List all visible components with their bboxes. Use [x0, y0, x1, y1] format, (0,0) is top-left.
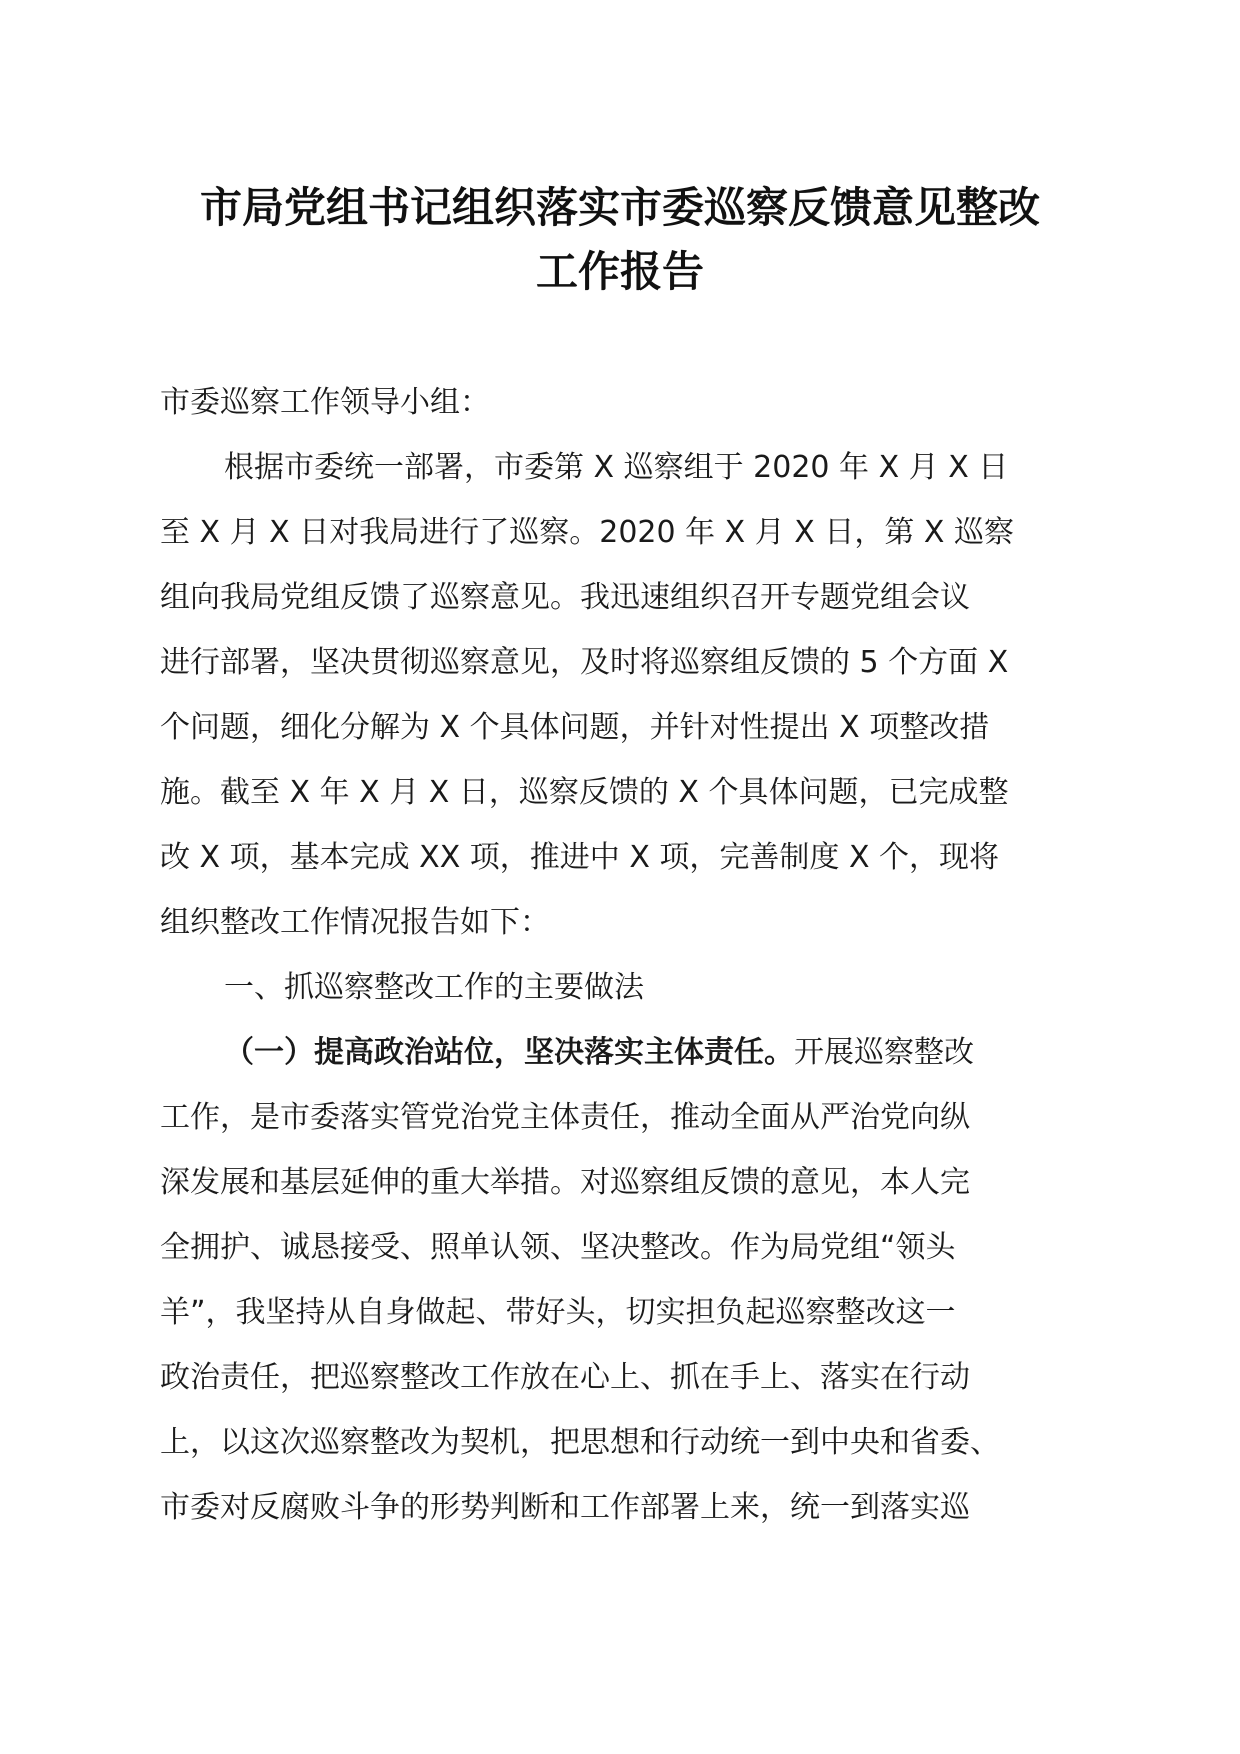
subsection-1-first-line [160, 1020, 1090, 1085]
subsection-1-heading: （一）提高政治站位，坚决落实主体责任。 [224, 1035, 794, 1070]
section-1-heading: 一、抓巡察整改工作的主要做法 [224, 970, 644, 1005]
paragraph-1-line-2: 至 X 月 X 日对我局进行了巡察。2020 年 X 月 X 日，第 X 巡察 [160, 515, 1015, 550]
paragraph-1-line-6: 施。截至 X 年 X 月 X 日，巡察反馈的 X 个具体问题，已完成整 [160, 775, 1009, 810]
paragraph-1-line-1: 根据市委统一部署，市委第 X 巡察组于 2020 年 X 月 X 日 [224, 450, 1009, 485]
subsection-1-line-8: 市委对反腐败斗争的形势判断和工作部署上来，统一到落实巡 [160, 1490, 970, 1525]
subsection-1-line-4: 全拥护、诚恳接受、照单认领、坚决整改。作为局党组“领头 [160, 1230, 956, 1265]
document-body [160, 370, 1090, 1540]
paragraph-1-line-3: 组向我局党组反馈了巡察意见。我迅速组织召开专题党组会议 [160, 580, 970, 615]
paragraph-1-line-4: 进行部署，坚决贯彻巡察意见，及时将巡察组反馈的 5 个方面 X [160, 645, 1009, 680]
subsection-1-line-7: 上，以这次巡察整改为契机，把思想和行动统一到中央和省委、 [160, 1425, 1000, 1460]
paragraph-1-line-8: 组织整改工作情况报告如下： [160, 905, 550, 940]
salutation: 市委巡察工作领导小组： [160, 385, 490, 420]
title-line-1: 市局党组书记组织落实市委巡察反馈意见整改 [199, 183, 1040, 232]
document-title [150, 176, 1090, 304]
subsection-1-first-rest: 开展巡察整改 [794, 1035, 974, 1070]
subsection-1-line-5: 羊”，我坚持从自身做起、带好头，切实担负起巡察整改这一 [160, 1295, 956, 1330]
subsection-1-line-6: 政治责任，把巡察整改工作放在心上、抓在手上、落实在行动 [160, 1360, 970, 1395]
paragraph-1-line-5: 个问题，细化分解为 X 个具体问题，并针对性提出 X 项整改措 [160, 710, 990, 745]
paragraph-1-line-7: 改 X 项，基本完成 XX 项，推进中 X 项，完善制度 X 个，现将 [160, 840, 1000, 875]
subsection-1-line-2: 工作，是市委落实管党治党主体责任，推动全面从严治党向纵 [160, 1100, 970, 1135]
subsection-1-line-3: 深发展和基层延伸的重大举措。对巡察组反馈的意见，本人完 [160, 1165, 970, 1200]
title-line-2: 工作报告 [535, 247, 704, 296]
